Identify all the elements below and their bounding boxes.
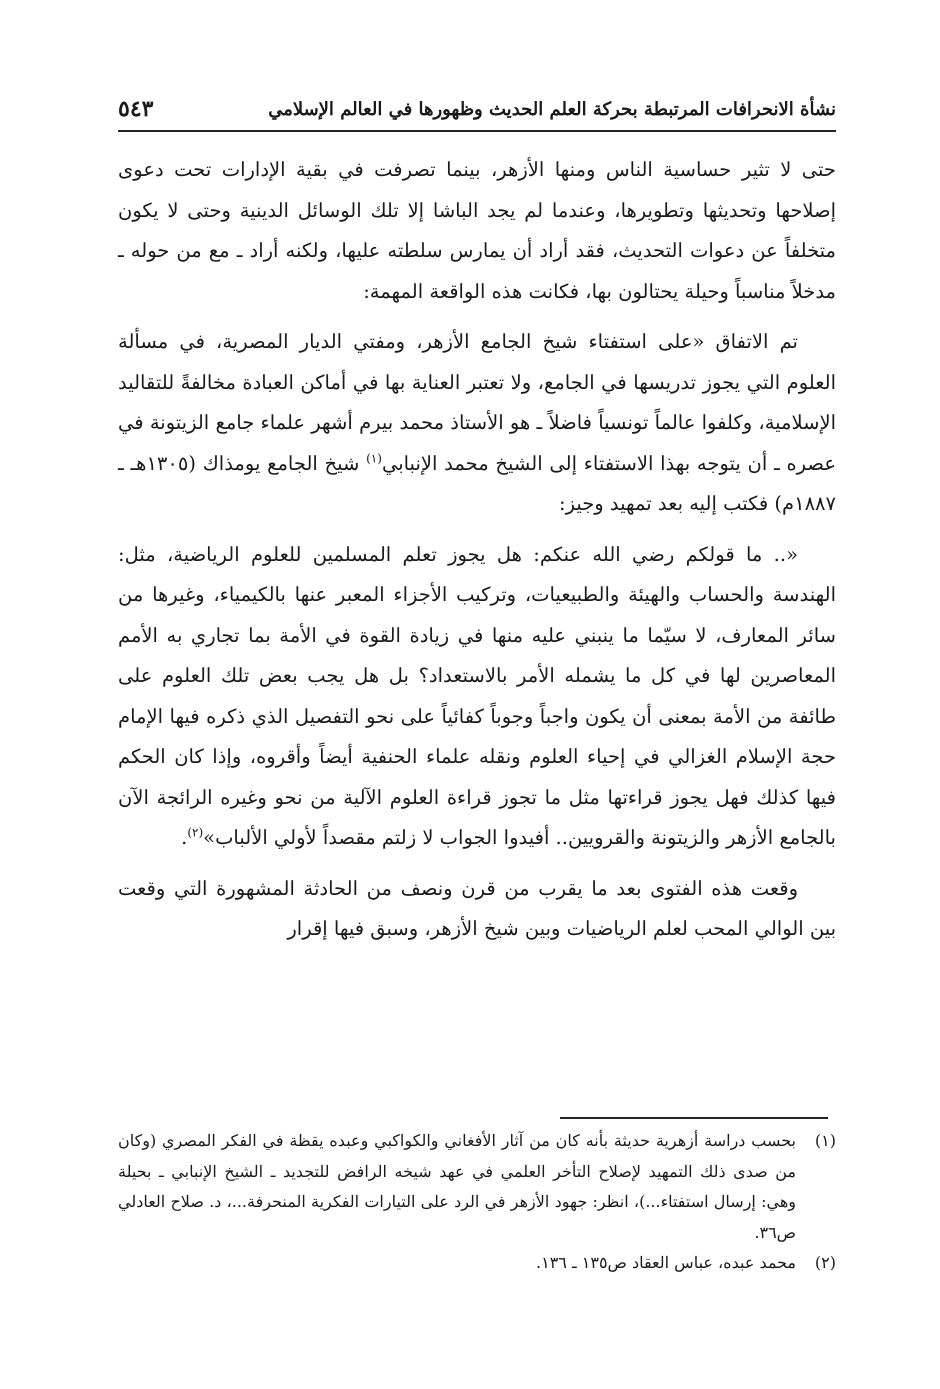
paragraph-3-quote <box>118 535 836 859</box>
footnote-text-1: بحسب دراسة أزهرية حديثة بأنه كان من آثار الأفغاني والكواكبي وعبده يقظة في الفكر المصري (وكان من صدى ذلك التمهيد لإصلاح التأخر العلمي في عهد شيخه الرافض للتجديد ـ الشيخ الإنبابي ـ بحيلة وهي: إرسال استفتاء...)، انظر: جهود الأزهر في الرد على التيارات الفكرية المنحرفة...، د. صلاح العادلي ص٣٦. <box>118 1131 796 1242</box>
footnote-marker-1: (١) <box>814 1131 836 1150</box>
header-rule <box>118 130 836 132</box>
paragraph-2-text-b: شيخ الجامع يومذاك (١٣٠٥هـ ـ ١٨٨٧م) فكتب إليه بعد تمهيد وجيز: <box>118 451 836 515</box>
paragraph-4: وقعت هذه الفتوى بعد ما يقرب من قرن ونصف من الحادثة المشهورة التي وقعت بين الوالي المحب لعلم الرياضيات وبين شيخ الأزهر، وسبق فيها إقرار <box>118 876 836 940</box>
footnote-marker-2: (٢) <box>814 1253 836 1272</box>
paragraph-2 <box>118 322 836 525</box>
footnotes <box>118 1126 836 1279</box>
paragraph-2-text-a: تم الاتفاق «على استفتاء شيخ الجامع الأزهر، ومفتي الديار المصرية، في مسألة العلوم التي يجوز تدريسها في الجامع، ولا تعتبر العناية بها في أماكن العبادة مخالفةً للتقاليد الإسلامية، وكلفوا عالماً تونسياً فاضلاً ـ هو الأستاذ محمد بيرم أشهر علماء جامع الزيتونة في عصره ـ أن يتوجه بهذا الاستفتاء إلى الشيخ محمد الإنبابي <box>118 330 836 475</box>
body-text <box>118 150 836 960</box>
footnote-ref-2[interactable]: (٢) <box>187 825 204 840</box>
footnote-text-2: محمد عبده، عباس العقاد ص١٣٥ ـ ١٣٦. <box>536 1253 796 1272</box>
paragraph-1: حتى لا تثير حساسية الناس ومنها الأزهر، بينما تصرفت في بقية الإدارات تحت دعوى إصلاحها وتحديثها وتطويرها، وعندما لم يجد الباشا إلا تلك الوسائل الدينية وحتى لا يكون متخلفاً عن دعوات التحديث، فقد أراد أن يمارس سلطته عليها، ولكنه أراد ـ مع من حوله ـ مدخلاً مناسباً وحيلة يحتالون بها، فكانت هذه الواقعة المهمة: <box>118 158 836 303</box>
running-header-title: نشأة الانحرافات المرتبطة بحركة العلم الحديث وظهورها في العالم الإسلامي <box>268 98 836 120</box>
running-header <box>118 92 836 126</box>
footnote-1 <box>118 1126 836 1248</box>
page-number: ٥٤٣ <box>118 96 154 122</box>
footnote-rule <box>560 1117 828 1119</box>
footnote-2 <box>118 1248 836 1279</box>
footnote-ref-1[interactable]: (١) <box>366 451 382 465</box>
paragraph-3-text-b: . <box>181 826 188 849</box>
paragraph-3-text-a: «.. ما قولكم رضي الله عنكم: هل يجوز تعلم المسلمين للعلوم الرياضية، مثل: الهندسة والحساب والهيئة والطبيعيات، وتركيب الأجزاء المعبر عنها بالكيمياء، وغيرها من سائر المعارف، لا سيّما ما ينبني عليه منها في زيادة القوة في الأمة بما تجاري به الأمم المعاصرين لها في كل ما يشمله الأمر بالاستعداد؟ بل هل يجب بعض تلك العلوم على طائفة من الأمة بمعنى أن يكون واجباً وجوباً كفائياً على نحو التفصيل الذي ذكره فيها الإمام حجة الإسلام الغزالي في إحياء العلوم ونقله علماء الحنفية أيضاً وأقروه، وإذا كان الحكم فيها كذلك فهل يجوز قراءتها مثل ما تجوز قراءة العلوم الآلية من نحو وغيره الرائجة الآن بالجامع الأزهر والزيتونة والقرويين.. أفيدوا الجواب لا زلتم مقصداً لأولي الألباب» <box>118 542 836 849</box>
